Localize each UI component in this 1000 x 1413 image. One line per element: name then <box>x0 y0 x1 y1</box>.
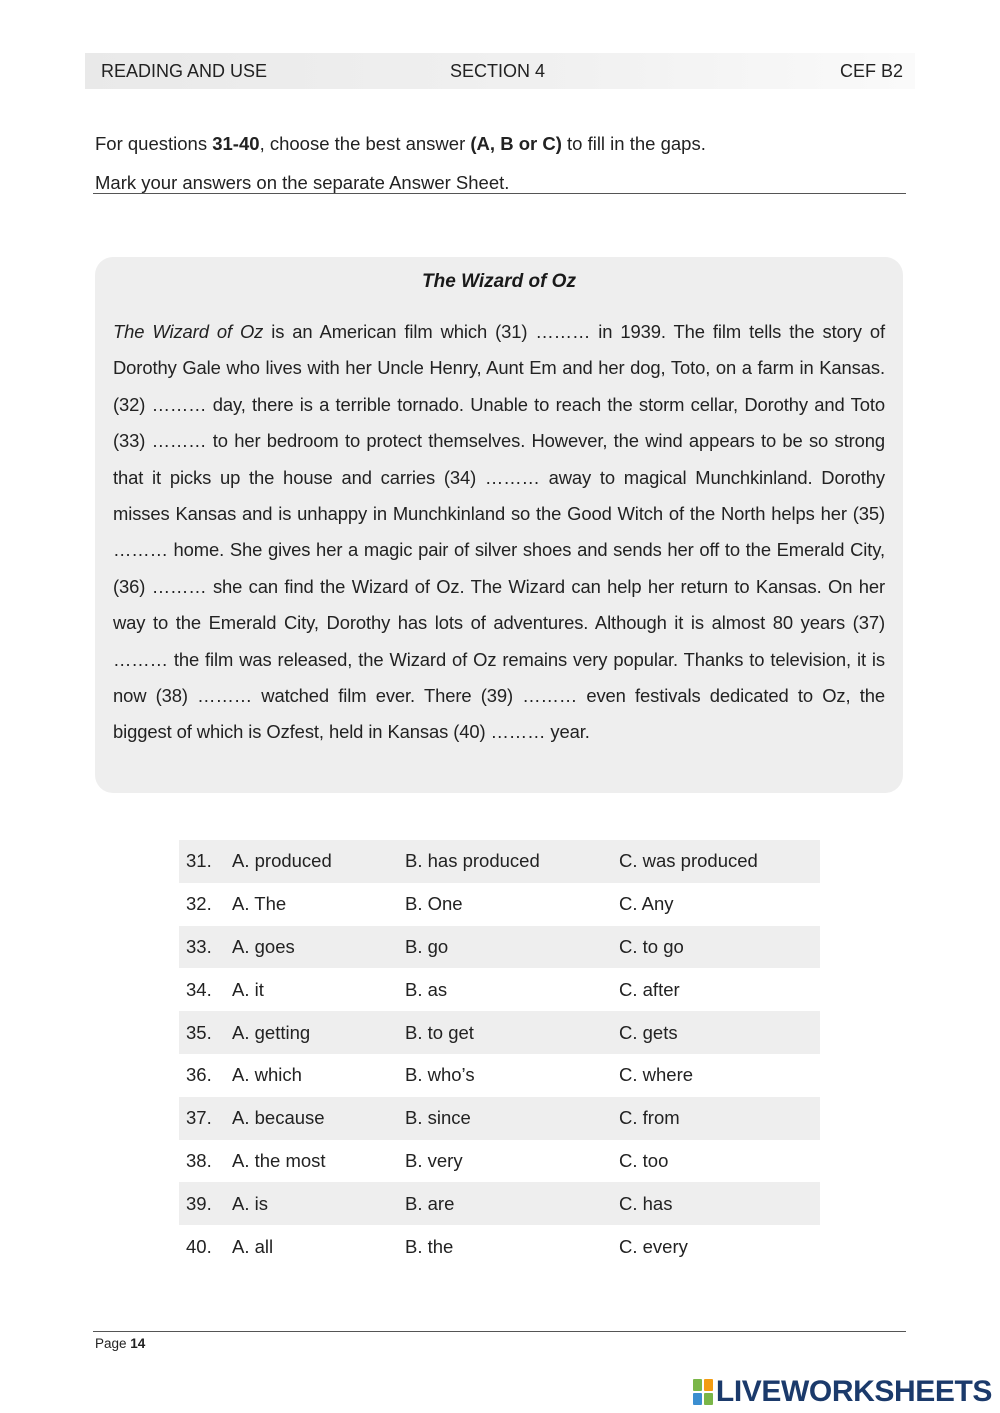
option-c: C. gets <box>619 1021 678 1043</box>
page-number: Page 14 <box>95 1336 146 1351</box>
question-row <box>179 926 820 969</box>
option-a: A. produced <box>232 850 332 872</box>
option-a: A. is <box>232 1192 268 1214</box>
question-number: 31. <box>186 850 212 872</box>
divider-bottom <box>93 1331 906 1332</box>
answer-choices: (A, B or C) <box>470 133 562 154</box>
option-a: A. all <box>232 1235 274 1257</box>
instructions <box>95 124 906 202</box>
option-b: B. One <box>405 893 463 915</box>
question-number: 37. <box>186 1107 212 1129</box>
question-row <box>179 883 820 926</box>
option-a: A. getting <box>232 1021 311 1043</box>
instruction-line-1: For questions 31-40, choose the best answer (A, B or C) to fill in the gaps. <box>95 133 706 154</box>
option-b: B. are <box>405 1192 455 1214</box>
option-b: B. as <box>405 978 448 1000</box>
question-number: 39. <box>186 1192 212 1214</box>
option-a: A. which <box>232 1064 302 1086</box>
option-a: A. goes <box>232 935 295 957</box>
option-b: B. go <box>405 935 449 957</box>
option-c: C. after <box>619 978 680 1000</box>
passage-lead-title: The Wizard of Oz <box>113 321 264 342</box>
passage-title: The Wizard of Oz <box>422 271 576 292</box>
option-c: C. was produced <box>619 850 758 872</box>
question-row <box>179 1011 820 1054</box>
option-b: B. very <box>405 1149 463 1171</box>
question-row <box>179 1054 820 1097</box>
question-row <box>179 1097 820 1140</box>
option-b: B. to get <box>405 1021 474 1043</box>
liveworksheets-logo[interactable] <box>692 1374 992 1410</box>
option-b: B. since <box>405 1107 471 1129</box>
question-number: 35. <box>186 1021 212 1043</box>
option-c: C. where <box>619 1064 694 1086</box>
option-c: C. too <box>619 1149 669 1171</box>
question-row <box>179 1225 820 1268</box>
liveworksheets-mark-icon <box>692 1377 714 1407</box>
passage-body: is an American film which (31) ……… in 1939. The film tells the story of Dorothy Gale who lives with her Uncle Henry, Aunt Em and her dog, Toto, on a farm in Kansas. (32) ……… day, there is a terrible tornado. Unable to reach the storm cellar, Dorothy and Toto (33) ……… to her bedroom to protect themselves. However, the wind appears to be so strong that it picks up the house and carries (34) ……… away to magical Munchkinland. Dorothy misses Kansas and is unhappy in Munchkinland so the Good Witch of the North helps her (35) ……… home. She gives her a magic pair of silver shoes and sends her off to the Emerald City, (36) ……… she can find the Wizard of Oz. The Wizard can help her return to Kansas. On her way to the Emerald City, Dorothy has lots of adventures. Although it is almost 80 years (37) ……… the film was released, the Wizard of Oz remains very popular. Thanks to television, it is now (38) ……… watched film ever. There (39) ……… even festivals dedicated to Oz, the biggest of which is Ozfest, held in Kansas (40) ……… year. <box>113 321 885 743</box>
option-b: B. who’s <box>405 1064 475 1086</box>
option-c: C. every <box>619 1235 688 1257</box>
option-c: C. to go <box>619 935 684 957</box>
question-range: 31-40 <box>212 133 260 154</box>
header-right: CEF B2 <box>839 61 903 81</box>
question-row <box>179 1140 820 1183</box>
question-number: 38. <box>186 1149 212 1171</box>
header-bar <box>85 53 915 89</box>
option-c: C. Any <box>619 893 674 915</box>
question-row <box>179 968 820 1011</box>
instruction-line-2: Mark your answers on the separate Answer Sheet. <box>95 172 510 193</box>
question-row <box>179 840 820 883</box>
option-a: A. the most <box>232 1149 326 1171</box>
option-a: A. The <box>232 893 287 915</box>
option-a: A. it <box>232 978 264 1000</box>
question-number: 36. <box>186 1064 212 1086</box>
liveworksheets-wordmark: LIVEWORKSHEETS <box>715 1375 992 1408</box>
question-row <box>179 1182 820 1225</box>
option-c: C. from <box>619 1107 680 1129</box>
option-b: B. the <box>405 1235 454 1257</box>
question-number: 40. <box>186 1235 212 1257</box>
question-number: 33. <box>186 935 212 957</box>
divider-top <box>93 193 906 194</box>
header-center: SECTION 4 <box>450 61 546 81</box>
options-table <box>179 840 820 1268</box>
question-number: 32. <box>186 893 212 915</box>
option-a: A. because <box>232 1107 325 1129</box>
passage-box <box>95 257 903 793</box>
option-c: C. has <box>619 1192 673 1214</box>
question-number: 34. <box>186 978 212 1000</box>
passage-text <box>113 314 885 751</box>
option-b: B. has produced <box>405 850 540 872</box>
header-left: READING AND USE <box>101 61 268 81</box>
